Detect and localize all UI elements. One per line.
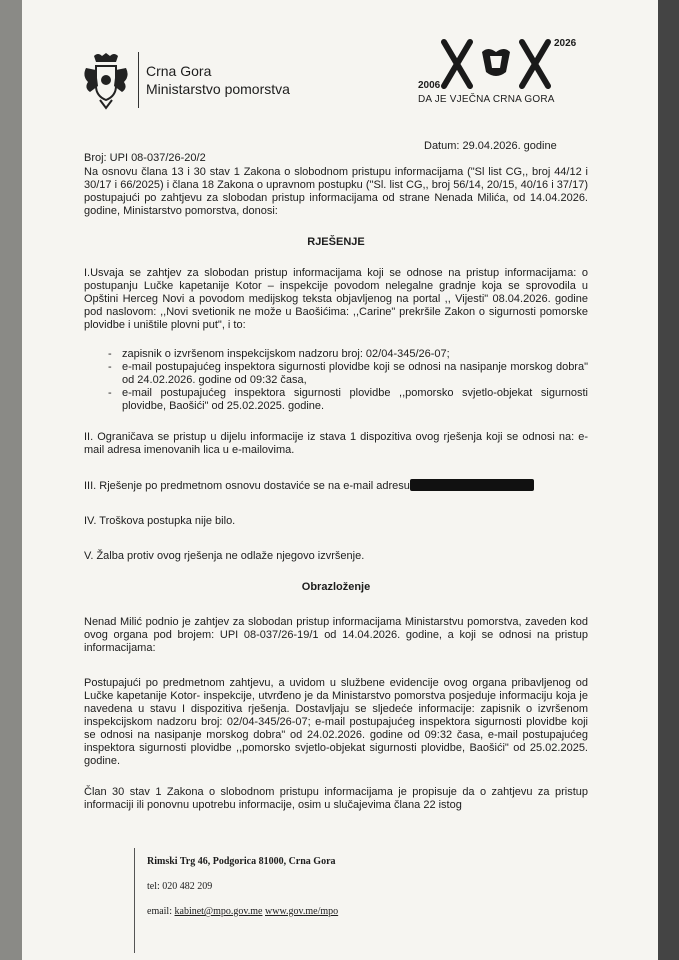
reasoning-paragraph-3: Član 30 stav 1 Zakona o slobodnom pristupu informacijama je propisuje da o zahtjevu za pristup informaciji ili ponovnu upotrebu informacije, osim u slučajevima člana 22 istog xyxy=(84,786,588,811)
document-list xyxy=(84,348,588,413)
footer-address: Rimski Trg 46, Podgorica 81000, Crna Gora xyxy=(147,856,336,867)
reasoning-paragraph-2: Postupajući po predmetnom zahtjevu, a uvidom u službene evidencije ovog organa pribavljenog od Lučke kapetanije Kotor- inspekcije, utvrđeno je da Ministarstvo pomorstva posjeduje informaciju koja je navedena u stavu I dispozitiva rješenja. Dostavljaju se sljedeće informacije: zapisnik o izvršenom inspekcijskom nadzoru broj: 02/04-345/26-07; e-mail postupajućeg inspektora sigurnosti plovidbe koji se odnosi na nasipanje morskog dobra" od 24.02.2026. godine od 09:32 časa, e-mail postupajućeg inspektora sigurnosti plovidbe ,,pomorsko svjetlo-objekat sigurnosti plovidbe, Baošići" od 25.02.2025. godine. xyxy=(84,677,588,767)
year-end: 2026 xyxy=(554,38,577,49)
year-start: 2006 xyxy=(418,80,441,91)
redacted-email xyxy=(410,479,534,491)
intro-paragraph: Na osnovu člana 13 i 30 stav 1 Zakona o slobodnom pristupu informacijama ("Sl list CG,, broj 44/12 i 30/17 i 66/2025) i člana 18 Zakona o upravnom postupku ("Sl. list CG,, broj 56/14, 20/15, 40/16 i 37/17) postupajući po zahtjevu za slobodan pristup informacijama od strane Nenada Milića, od 14.04.2026. godine, Ministarstvo pomorstva, donosi: xyxy=(84,166,588,217)
list-item: - e-mail postupajućeg inspektora sigurnosti plovidbe koji se odnosi na nasipanje morskog dobra" od 24.02.2026. godine od 09:32 časa, xyxy=(108,361,588,387)
coat-of-arms-icon xyxy=(80,50,132,110)
document-number: Broj: UPI 08-037/26-20/2 xyxy=(84,152,206,164)
decision-item-1: I.Usvaja se zahtjev za slobodan pristup informacijama koji se odnose na pristup informacijama: o postupanju Lučke kapetanije Kotor – inspekcije povodom nelegalne gradnje koja se sprovodila u Opštini Herceg Novi a povodom medijskog teksta objavljenog na portal ,, Vijesti" 08.04.2026. godine pod naslovom: ,,Novi svetionik ne može u Baošićima: ,,Carine" prekršile Zakon o sigurnosti pomorske plovidbe i uništile plovni put", i to: xyxy=(84,267,588,331)
footer-phone: tel: 020 482 209 xyxy=(147,881,213,892)
contact-footer xyxy=(134,848,555,953)
document-page xyxy=(22,0,658,960)
decision-item-4: IV. Troškova postupka nije bilo. xyxy=(84,515,236,527)
reasoning-paragraph-1: Nenad Milić podnio je zahtjev za slobodan pristup informacijama Ministarstvu pomorstva, zaveden kod ovog organa pod brojem: UPI 08-037/26-19/1 od 14.04.2026. godine, a koji se odnosi na pristup informacijama: xyxy=(84,616,588,654)
decision-item-3 xyxy=(84,479,588,493)
ministry-title: Ministarstvo pomorstva xyxy=(146,81,290,97)
header-divider xyxy=(138,52,139,108)
anniversary-motto: DA JE VJEČNA CRNA GORA xyxy=(418,94,555,105)
footer-email-label: email: xyxy=(147,906,175,917)
reasoning-title: Obrazloženje xyxy=(301,581,371,593)
footer-web-link[interactable]: www.gov.me/mpo xyxy=(265,906,339,917)
footer-contacts xyxy=(147,906,338,917)
document-date: Datum: 29.04.2026. godine xyxy=(424,140,557,152)
footer-email-link[interactable]: kabinet@mpo.gov.me xyxy=(174,906,263,917)
decision-item-2: II. Ograničava se pristup u dijelu informacije iz stava 1 dispozitiva ovog rješenja koji se odnosi na: e-mail adresa imenovanih lica u e-mailovima. xyxy=(84,431,588,456)
anniversary-logo xyxy=(406,38,606,114)
document-body xyxy=(84,166,588,812)
list-item: - e-mail postupajućeg inspektora sigurnosti plovidbe ,,pomorsko svjetlo-objekat sigurnosti plovidbe, Baošići" od 25.02.2025. godine. xyxy=(108,387,588,413)
list-item: - zapisnik o izvršenom inspekcijskom nadzoru broj: 02/04-345/26-07; xyxy=(108,348,588,361)
anniversary-xx-emblem-icon xyxy=(426,38,566,90)
decision-title: RJEŠENJE xyxy=(307,236,365,248)
scan-background-left xyxy=(0,0,22,960)
decision-item-5: V. Žalba protiv ovog rješenja ne odlaže njegovo izvršenje. xyxy=(84,550,365,562)
decision-item-3-text: III. Rješenje po predmetnom osnovu dostaviće se na e-mail adresu xyxy=(84,480,410,492)
ministry-name xyxy=(146,62,290,98)
ministry-country: Crna Gora xyxy=(146,63,212,79)
scan-background-right xyxy=(658,0,679,960)
